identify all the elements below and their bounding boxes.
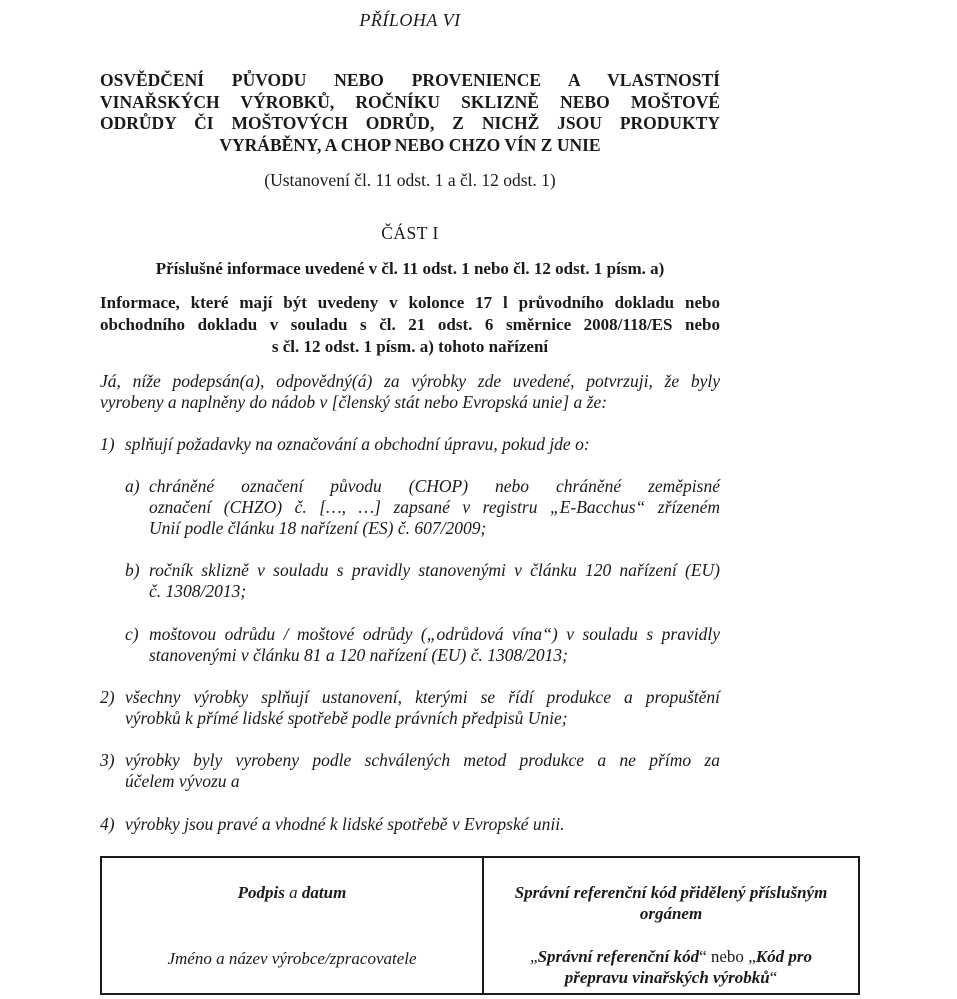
title-line: VYRÁBĚNY, A CHOP NEBO CHZO VÍN Z UNIE (219, 134, 601, 155)
item-line: výrobky byly vyrobeny podle schválených metod produkce a ne přímo za (125, 750, 720, 770)
item-line: všechny výrobky splňují ustanovení, kterými se řídí produkce a propuštění (125, 687, 720, 707)
item-number: 1) (100, 434, 115, 454)
info-heading-line: s čl. 12 odst. 1 písm. a) tohoto nařízení (271, 337, 549, 356)
declaration-subitem-a (125, 476, 720, 539)
document-title (100, 70, 720, 156)
reference-code-label: Správní referenční kód přidělený příslušným orgánem (514, 883, 828, 923)
declaration-item-1 (100, 434, 720, 455)
subitem-line: chráněné označení původu (CHOP) nebo chráněné zeměpisné (149, 476, 720, 496)
signature-cell (102, 858, 484, 993)
or-word: nebo (706, 947, 749, 966)
reference-code-cell (484, 858, 858, 993)
quote-close: “ (769, 968, 778, 987)
quote-open: „ (530, 947, 538, 966)
subitem-line: Unií podle článku 18 nařízení (ES) č. 607/2009; (149, 518, 487, 538)
quote-close: “ (699, 947, 707, 966)
title-line: VINAŘSKÝCH VÝROBKŮ, ROČNÍKU SKLIZNĚ NEBO MOŠTOVÉ (100, 91, 720, 112)
conjunction-word: a (289, 883, 298, 902)
part-label: ČÁST I (381, 223, 439, 243)
item-line: účelem vývozu a (125, 771, 240, 791)
item-line: výrobků k přímé lidské spotřebě podle právních předpisů Unie; (125, 708, 568, 728)
subitem-letter: c) (125, 624, 139, 644)
subitem-letter: b) (125, 560, 140, 580)
producer-name-label: Jméno a název výrobce/zpracovatele (167, 949, 417, 968)
declaration-item-2 (100, 687, 720, 729)
subitem-line: označení (CHZO) č. […, …] zapsané v registru „E-Bacchus“ zřízeném (149, 497, 720, 517)
info-heading (100, 292, 720, 358)
declaration-intro (100, 371, 720, 413)
part-heading: Příslušné informace uvedené v čl. 11 odst. 1 nebo čl. 12 odst. 1 písm. a) (155, 259, 665, 278)
subitem-line: č. 1308/2013; (149, 581, 247, 601)
item-line: splňují požadavky na označování a obchodní úpravu, pokud jde o: (125, 434, 590, 454)
signature-word: Podpis (237, 883, 285, 902)
date-word: datum (301, 883, 347, 902)
intro-line: vyrobeny a naplněny do nádob v [členský stát nebo Evropská unie] a že: (100, 392, 608, 412)
subitem-line: stanovenými v článku 81 a 120 nařízení (EU) č. 1308/2013; (149, 645, 568, 665)
item-number: 4) (100, 814, 115, 834)
title-line: OSVĚDČENÍ PŮVODU NEBO PROVENIENCE A VLASTNOSTÍ (100, 70, 720, 90)
item-line: výrobky jsou pravé a vhodné k lidské spotřebě v Evropské unii. (125, 814, 565, 834)
title-line: ODRŮDY ČI MOŠTOVÝCH ODRŮD, Z NICHŽ JSOU PRODUKTY (100, 113, 720, 133)
declaration-subitem-c (125, 624, 720, 666)
quote-open: „ (748, 947, 756, 966)
subitem-line: ročník sklizně v souladu s pravidly stanovenými v článku 120 nařízení (EU) (149, 560, 720, 580)
reference-code-options (484, 946, 858, 988)
info-heading-line: obchodního dokladu v souladu s čl. 21 odst. 6 směrnice 2008/118/ES nebo (100, 315, 720, 334)
info-heading-line: Informace, které mají být uvedeny v kolonce 17 l průvodního dokladu nebo (100, 293, 720, 312)
declaration-item-4 (100, 814, 720, 835)
declaration-item-3 (100, 750, 720, 792)
declaration-subitem-b (125, 560, 720, 602)
subitem-letter: a) (125, 476, 140, 496)
transport-code-term: Kód pro přepravu vinařských výrobků (564, 947, 812, 987)
subitem-line: moštovou odrůdu / moštové odrůdy („odrůdová vína“) v souladu s pravidly (149, 624, 720, 644)
signature-table (100, 856, 860, 995)
administrative-code-term: Správní referenční kód (537, 947, 700, 966)
item-number: 3) (100, 750, 115, 770)
item-number: 2) (100, 687, 115, 707)
intro-line: Já, níže podepsán(a), odpovědný(á) za výrobky zde uvedené, potvrzuji, že byly (100, 371, 720, 391)
annex-label: PŘÍLOHA VI (359, 10, 461, 30)
signature-date-label (102, 882, 482, 903)
legal-basis-subtitle: (Ustanovení čl. 11 odst. 1 a čl. 12 odst. 1) (264, 170, 556, 190)
